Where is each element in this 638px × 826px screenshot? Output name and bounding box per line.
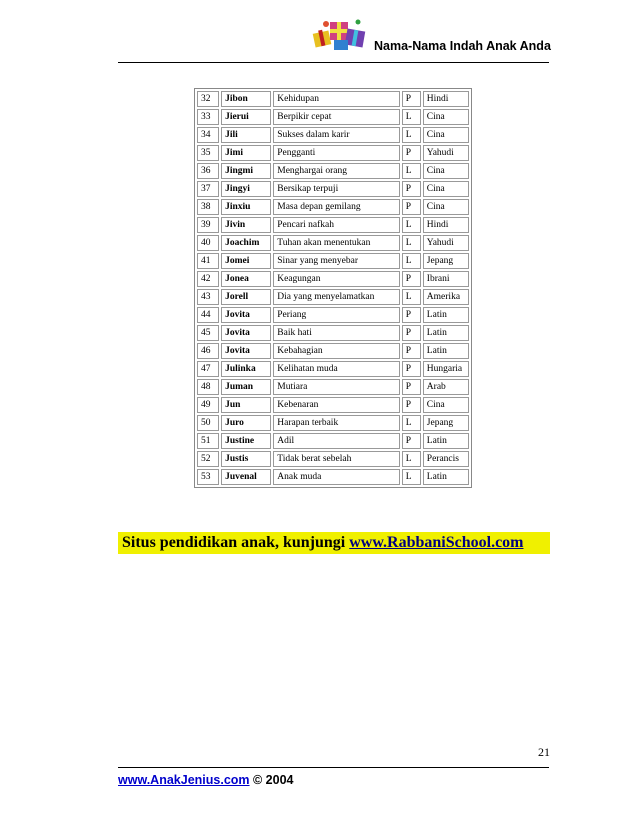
row-number: 37 [197, 181, 219, 197]
gender-code: P [402, 199, 421, 215]
row-number: 41 [197, 253, 219, 269]
gender-code: P [402, 397, 421, 413]
name-origin: Latin [423, 325, 469, 341]
child-name: Justis [221, 451, 271, 467]
name-origin: Cina [423, 127, 469, 143]
gender-code: L [402, 235, 421, 251]
child-name: Juro [221, 415, 271, 431]
row-number: 50 [197, 415, 219, 431]
table-row [197, 343, 469, 359]
footer-link[interactable]: www.AnakJenius.com [118, 773, 250, 787]
name-meaning: Dia yang menyelamatkan [273, 289, 399, 305]
name-origin: Cina [423, 109, 469, 125]
table-row [197, 91, 469, 107]
gift-boxes-icon [312, 14, 368, 54]
table-row [197, 181, 469, 197]
row-number: 51 [197, 433, 219, 449]
name-origin: Latin [423, 307, 469, 323]
row-number: 43 [197, 289, 219, 305]
row-number: 48 [197, 379, 219, 395]
table-row [197, 217, 469, 233]
child-name: Jomei [221, 253, 271, 269]
name-origin: Ibrani [423, 271, 469, 287]
row-number: 34 [197, 127, 219, 143]
footer-copyright: © 2004 [249, 773, 294, 787]
table-row [197, 469, 469, 485]
row-number: 32 [197, 91, 219, 107]
row-number: 47 [197, 361, 219, 377]
header-divider [118, 62, 549, 63]
page-number: 21 [538, 745, 550, 759]
table-row [197, 163, 469, 179]
gender-code: P [402, 181, 421, 197]
child-name: Jonea [221, 271, 271, 287]
gender-code: L [402, 289, 421, 305]
name-origin: Jepang [423, 415, 469, 431]
name-origin: Perancis [423, 451, 469, 467]
gender-code: P [402, 343, 421, 359]
child-name: Jivin [221, 217, 271, 233]
table-body [197, 91, 469, 485]
gender-code: L [402, 469, 421, 485]
table-row [197, 415, 469, 431]
table-row [197, 361, 469, 377]
gender-code: P [402, 307, 421, 323]
name-meaning: Berpikir cepat [273, 109, 399, 125]
name-origin: Hungaria [423, 361, 469, 377]
name-meaning: Pengganti [273, 145, 399, 161]
child-name: Jingyi [221, 181, 271, 197]
child-name: Justine [221, 433, 271, 449]
name-meaning: Pencari nafkah [273, 217, 399, 233]
row-number: 52 [197, 451, 219, 467]
gender-code: P [402, 361, 421, 377]
row-number: 36 [197, 163, 219, 179]
name-meaning: Kehidupan [273, 91, 399, 107]
name-origin: Cina [423, 199, 469, 215]
name-meaning: Anak muda [273, 469, 399, 485]
name-origin: Latin [423, 469, 469, 485]
row-number: 42 [197, 271, 219, 287]
name-meaning: Adil [273, 433, 399, 449]
child-name: Jimi [221, 145, 271, 161]
row-number: 49 [197, 397, 219, 413]
name-origin: Amerika [423, 289, 469, 305]
table-row [197, 325, 469, 341]
name-origin: Arab [423, 379, 469, 395]
footer [118, 773, 294, 787]
name-meaning: Harapan terbaik [273, 415, 399, 431]
name-origin: Yahudi [423, 235, 469, 251]
child-name: Jili [221, 127, 271, 143]
child-name: Jovita [221, 307, 271, 323]
name-origin: Cina [423, 181, 469, 197]
child-name: Jun [221, 397, 271, 413]
gender-code: L [402, 217, 421, 233]
row-number: 53 [197, 469, 219, 485]
child-name: Jibon [221, 91, 271, 107]
promo-banner [118, 532, 550, 554]
row-number: 46 [197, 343, 219, 359]
name-origin: Hindi [423, 217, 469, 233]
gender-code: P [402, 271, 421, 287]
gender-code: L [402, 451, 421, 467]
name-meaning: Kebahagian [273, 343, 399, 359]
gender-code: L [402, 163, 421, 179]
child-name: Jorell [221, 289, 271, 305]
name-meaning: Kebenaran [273, 397, 399, 413]
name-meaning: Sinar yang menyebar [273, 253, 399, 269]
name-origin: Latin [423, 433, 469, 449]
gender-code: L [402, 109, 421, 125]
child-name: Jingmi [221, 163, 271, 179]
header-title: Nama-Nama Indah Anak Anda [374, 39, 551, 53]
row-number: 35 [197, 145, 219, 161]
name-meaning: Baik hati [273, 325, 399, 341]
name-origin: Hindi [423, 91, 469, 107]
row-number: 39 [197, 217, 219, 233]
table-row [197, 145, 469, 161]
table-row [197, 235, 469, 251]
child-name: Juman [221, 379, 271, 395]
name-meaning: Kelihatan muda [273, 361, 399, 377]
table-row [197, 109, 469, 125]
table-row [197, 451, 469, 467]
child-name: Jovita [221, 325, 271, 341]
names-table [194, 88, 472, 488]
gender-code: P [402, 325, 421, 341]
name-meaning: Sukses dalam karir [273, 127, 399, 143]
child-name: Jierui [221, 109, 271, 125]
table-row [197, 253, 469, 269]
gender-code: P [402, 433, 421, 449]
row-number: 38 [197, 199, 219, 215]
name-origin: Latin [423, 343, 469, 359]
gender-code: P [402, 145, 421, 161]
gender-code: L [402, 253, 421, 269]
promo-link[interactable]: www.RabbaniSchool.com [349, 534, 524, 551]
row-number: 40 [197, 235, 219, 251]
name-meaning: Mutiara [273, 379, 399, 395]
table-row [197, 307, 469, 323]
table-row [197, 379, 469, 395]
table-row [197, 433, 469, 449]
promo-text: Situs pendidikan anak, kunjungi [122, 534, 350, 551]
footer-divider [118, 767, 549, 768]
table-row [197, 271, 469, 287]
name-origin: Jepang [423, 253, 469, 269]
name-meaning: Masa depan gemilang [273, 199, 399, 215]
row-number: 44 [197, 307, 219, 323]
child-name: Joachim [221, 235, 271, 251]
child-name: Jovita [221, 343, 271, 359]
name-origin: Cina [423, 397, 469, 413]
table-row [197, 289, 469, 305]
name-origin: Yahudi [423, 145, 469, 161]
name-meaning: Periang [273, 307, 399, 323]
row-number: 33 [197, 109, 219, 125]
child-name: Julinka [221, 361, 271, 377]
name-meaning: Bersikap terpuji [273, 181, 399, 197]
name-meaning: Tidak berat sebelah [273, 451, 399, 467]
gender-code: P [402, 91, 421, 107]
gender-code: L [402, 415, 421, 431]
child-name: Jinxiu [221, 199, 271, 215]
name-meaning: Tuhan akan menentukan [273, 235, 399, 251]
gender-code: P [402, 379, 421, 395]
name-meaning: Menghargai orang [273, 163, 399, 179]
table-row [197, 199, 469, 215]
child-name: Juvenal [221, 469, 271, 485]
table-row [197, 397, 469, 413]
gender-code: L [402, 127, 421, 143]
row-number: 45 [197, 325, 219, 341]
name-origin: Cina [423, 163, 469, 179]
name-meaning: Keagungan [273, 271, 399, 287]
table-row [197, 127, 469, 143]
